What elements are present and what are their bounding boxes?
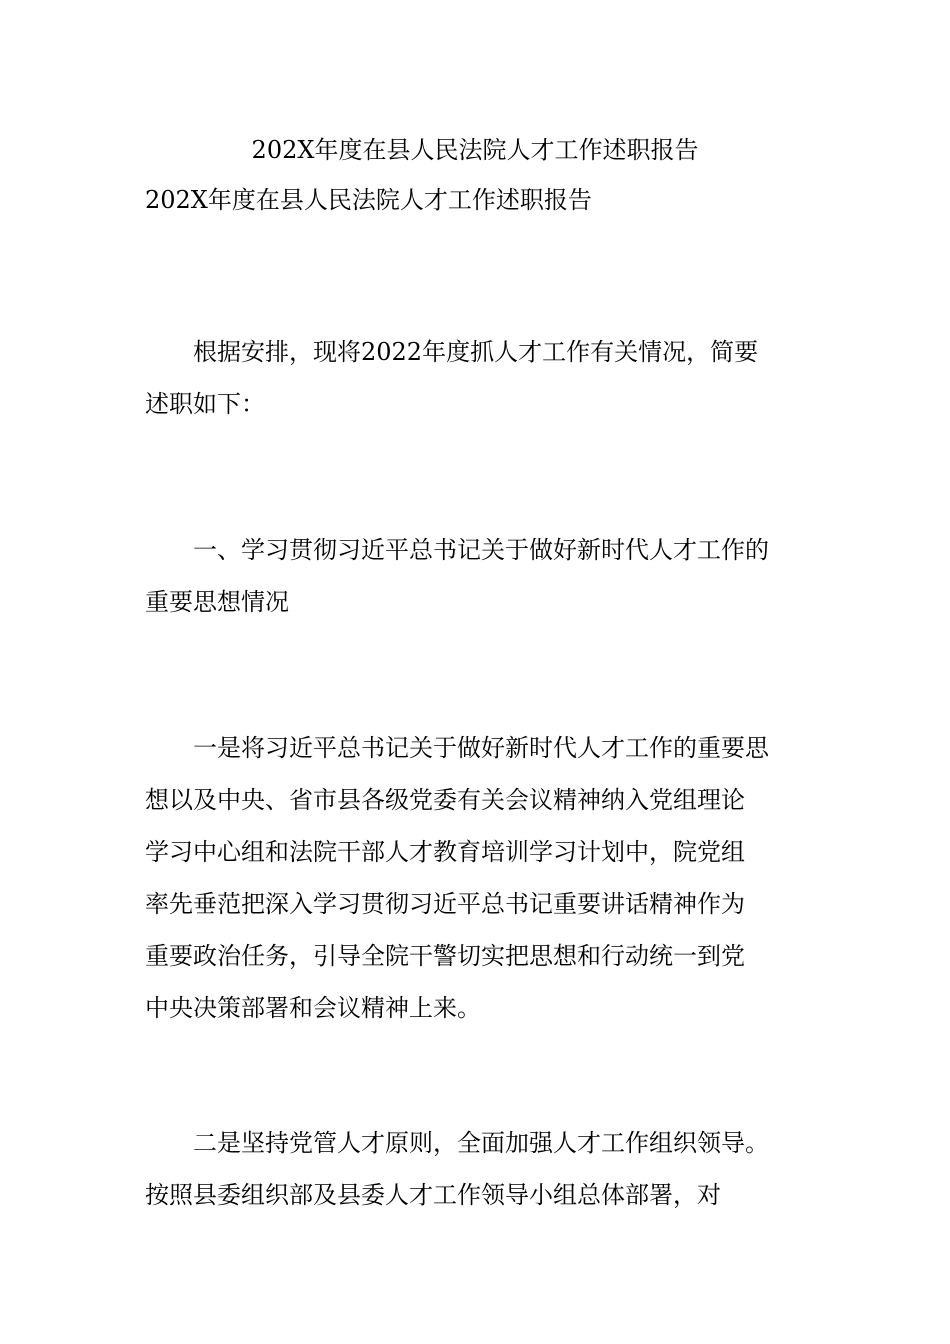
paragraph-line: 想以及中央、省市县各级党委有关会议精神纳入党组理论 <box>145 786 745 814</box>
paragraph-line: 一、学习贯彻习近平总书记关于做好新时代人才工作的 <box>193 536 769 564</box>
document-title-repeated: 202X年度在县人民法院人才工作述职报告 <box>145 186 592 214</box>
paragraph-line: 学习中心组和法院干部人才教育培训学习计划中，院党组 <box>145 838 745 866</box>
paragraph-line: 重要政治任务，引导全院干警切实把思想和行动统一到党 <box>145 942 745 970</box>
document-title: 202X年度在县人民法院人才工作述职报告 <box>251 136 699 164</box>
paragraph-line: 重要思想情况 <box>145 588 289 616</box>
body-paragraph-2 <box>145 1117 810 1221</box>
paragraph-line: 根据安排，现将2022年度抓人才工作有关情况，简要 <box>193 338 759 366</box>
paragraph-line: 率先垂范把深入学习贯彻习近平总书记重要讲话精神作为 <box>145 890 745 918</box>
paragraph-line: 按照县委组织部及县委人才工作领导小组总体部署，对 <box>145 1181 721 1209</box>
paragraph-line: 中央决策部署和会议精神上来。 <box>145 994 481 1022</box>
paragraph-line: 述职如下： <box>145 390 265 418</box>
intro-paragraph <box>145 326 810 430</box>
paragraph-line: 二是坚持党管人才原则，全面加强人才工作组织领导。 <box>193 1129 769 1157</box>
paragraph-line: 一是将习近平总书记关于做好新时代人才工作的重要思 <box>193 734 769 762</box>
body-paragraph-1 <box>145 722 810 1034</box>
section-heading-1 <box>145 524 810 628</box>
